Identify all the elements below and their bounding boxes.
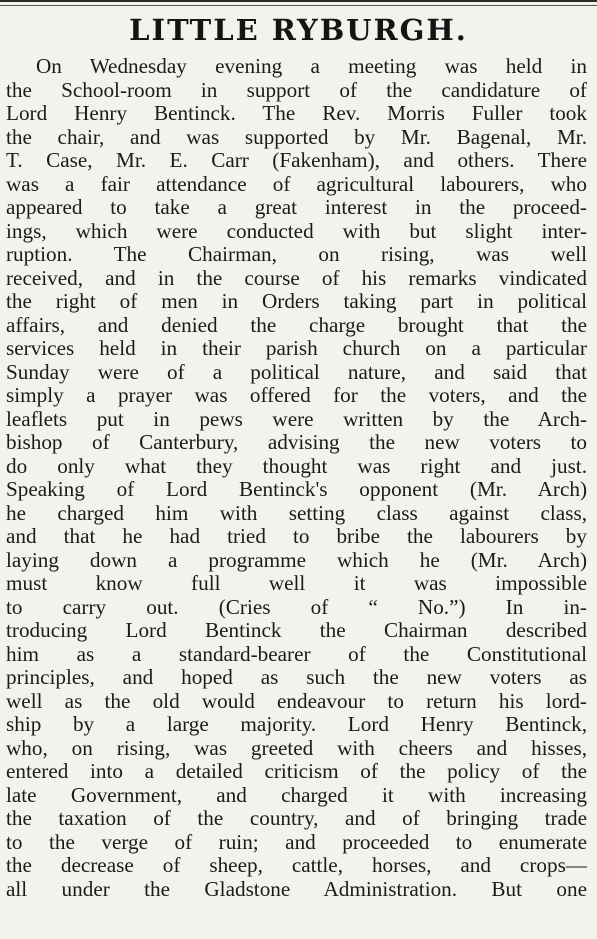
article-line: ings, which were conducted with but slight inter- xyxy=(6,218,587,243)
article-line: the decrease of sheep, cattle, horses, and crops— xyxy=(6,853,587,877)
article-line: all under the Gladstone Administration. But one xyxy=(6,876,587,901)
article-line: services held in their parish church on a particular xyxy=(6,336,587,360)
article-line: he charged him with setting class against class, xyxy=(6,500,587,525)
article-line: to the verge of ruin; and proceeded to enumerate xyxy=(6,829,587,854)
article-line: the chair, and was supported by Mr. Bagenal, Mr. xyxy=(6,124,587,149)
article-line: the right of men in Orders taking part in political xyxy=(6,289,587,313)
article-line: the taxation of the country, and of bringing trade xyxy=(6,806,587,830)
article-line: T. Case, Mr. E. Carr (Fakenham), and others. There xyxy=(6,148,587,172)
article-line: was a fair attendance of agricultural labourers, who xyxy=(6,171,587,196)
article-line: simply a prayer was offered for the voters, and the xyxy=(6,383,587,407)
article-line: Lord Henry Bentinck. The Rev. Morris Fuller took xyxy=(6,101,587,125)
article-line: received, and in the course of his remarks vindicated xyxy=(6,265,587,290)
article-body xyxy=(6,55,587,901)
article-line: well as the old would endeavour to return his lord- xyxy=(6,688,587,713)
article-line: late Government, and charged it with increasing xyxy=(6,782,587,807)
article-line: laying down a programme which he (Mr. Arch) xyxy=(6,547,587,572)
article-line: who, on rising, was greeted with cheers and hisses, xyxy=(6,735,587,760)
article-line: affairs, and denied the charge brought that the xyxy=(6,312,587,337)
article-line: the School-room in support of the candidature of xyxy=(6,77,587,102)
article-line: appeared to take a great interest in the proceed- xyxy=(6,195,587,219)
article-line: principles, and hoped as such the new voters as xyxy=(6,665,587,689)
article-line: do only what they thought was right and just. xyxy=(6,453,587,478)
article-line: leaflets put in pews were written by the Arch- xyxy=(6,406,587,431)
article-line: bishop of Canterbury, advising the new voters to xyxy=(6,430,587,454)
article-line: troducing Lord Bentinck the Chairman described xyxy=(6,618,587,642)
article-headline: LITTLE RYBURGH. xyxy=(129,13,468,47)
article-line: ship by a large majority. Lord Henry Bentinck, xyxy=(6,712,587,736)
article-line: to carry out. (Cries of “ No.”) In in- xyxy=(6,594,587,619)
article-line: On Wednesday evening a meeting was held in xyxy=(36,54,587,78)
article-line: him as a standard-bearer of the Constitutional xyxy=(6,641,587,666)
article-line: ruption. The Chairman, on rising, was well xyxy=(6,242,587,266)
article-line: entered into a detailed criticism of the policy of the xyxy=(6,759,587,783)
top-rule xyxy=(0,0,597,6)
article-line: must know full well it was impossible xyxy=(6,571,587,595)
article-line: Speaking of Lord Bentinck's opponent (Mr. Arch) xyxy=(6,477,587,501)
article-line: Sunday were of a political nature, and said that xyxy=(6,359,587,384)
article-line: and that he had tried to bribe the labourers by xyxy=(6,524,587,548)
